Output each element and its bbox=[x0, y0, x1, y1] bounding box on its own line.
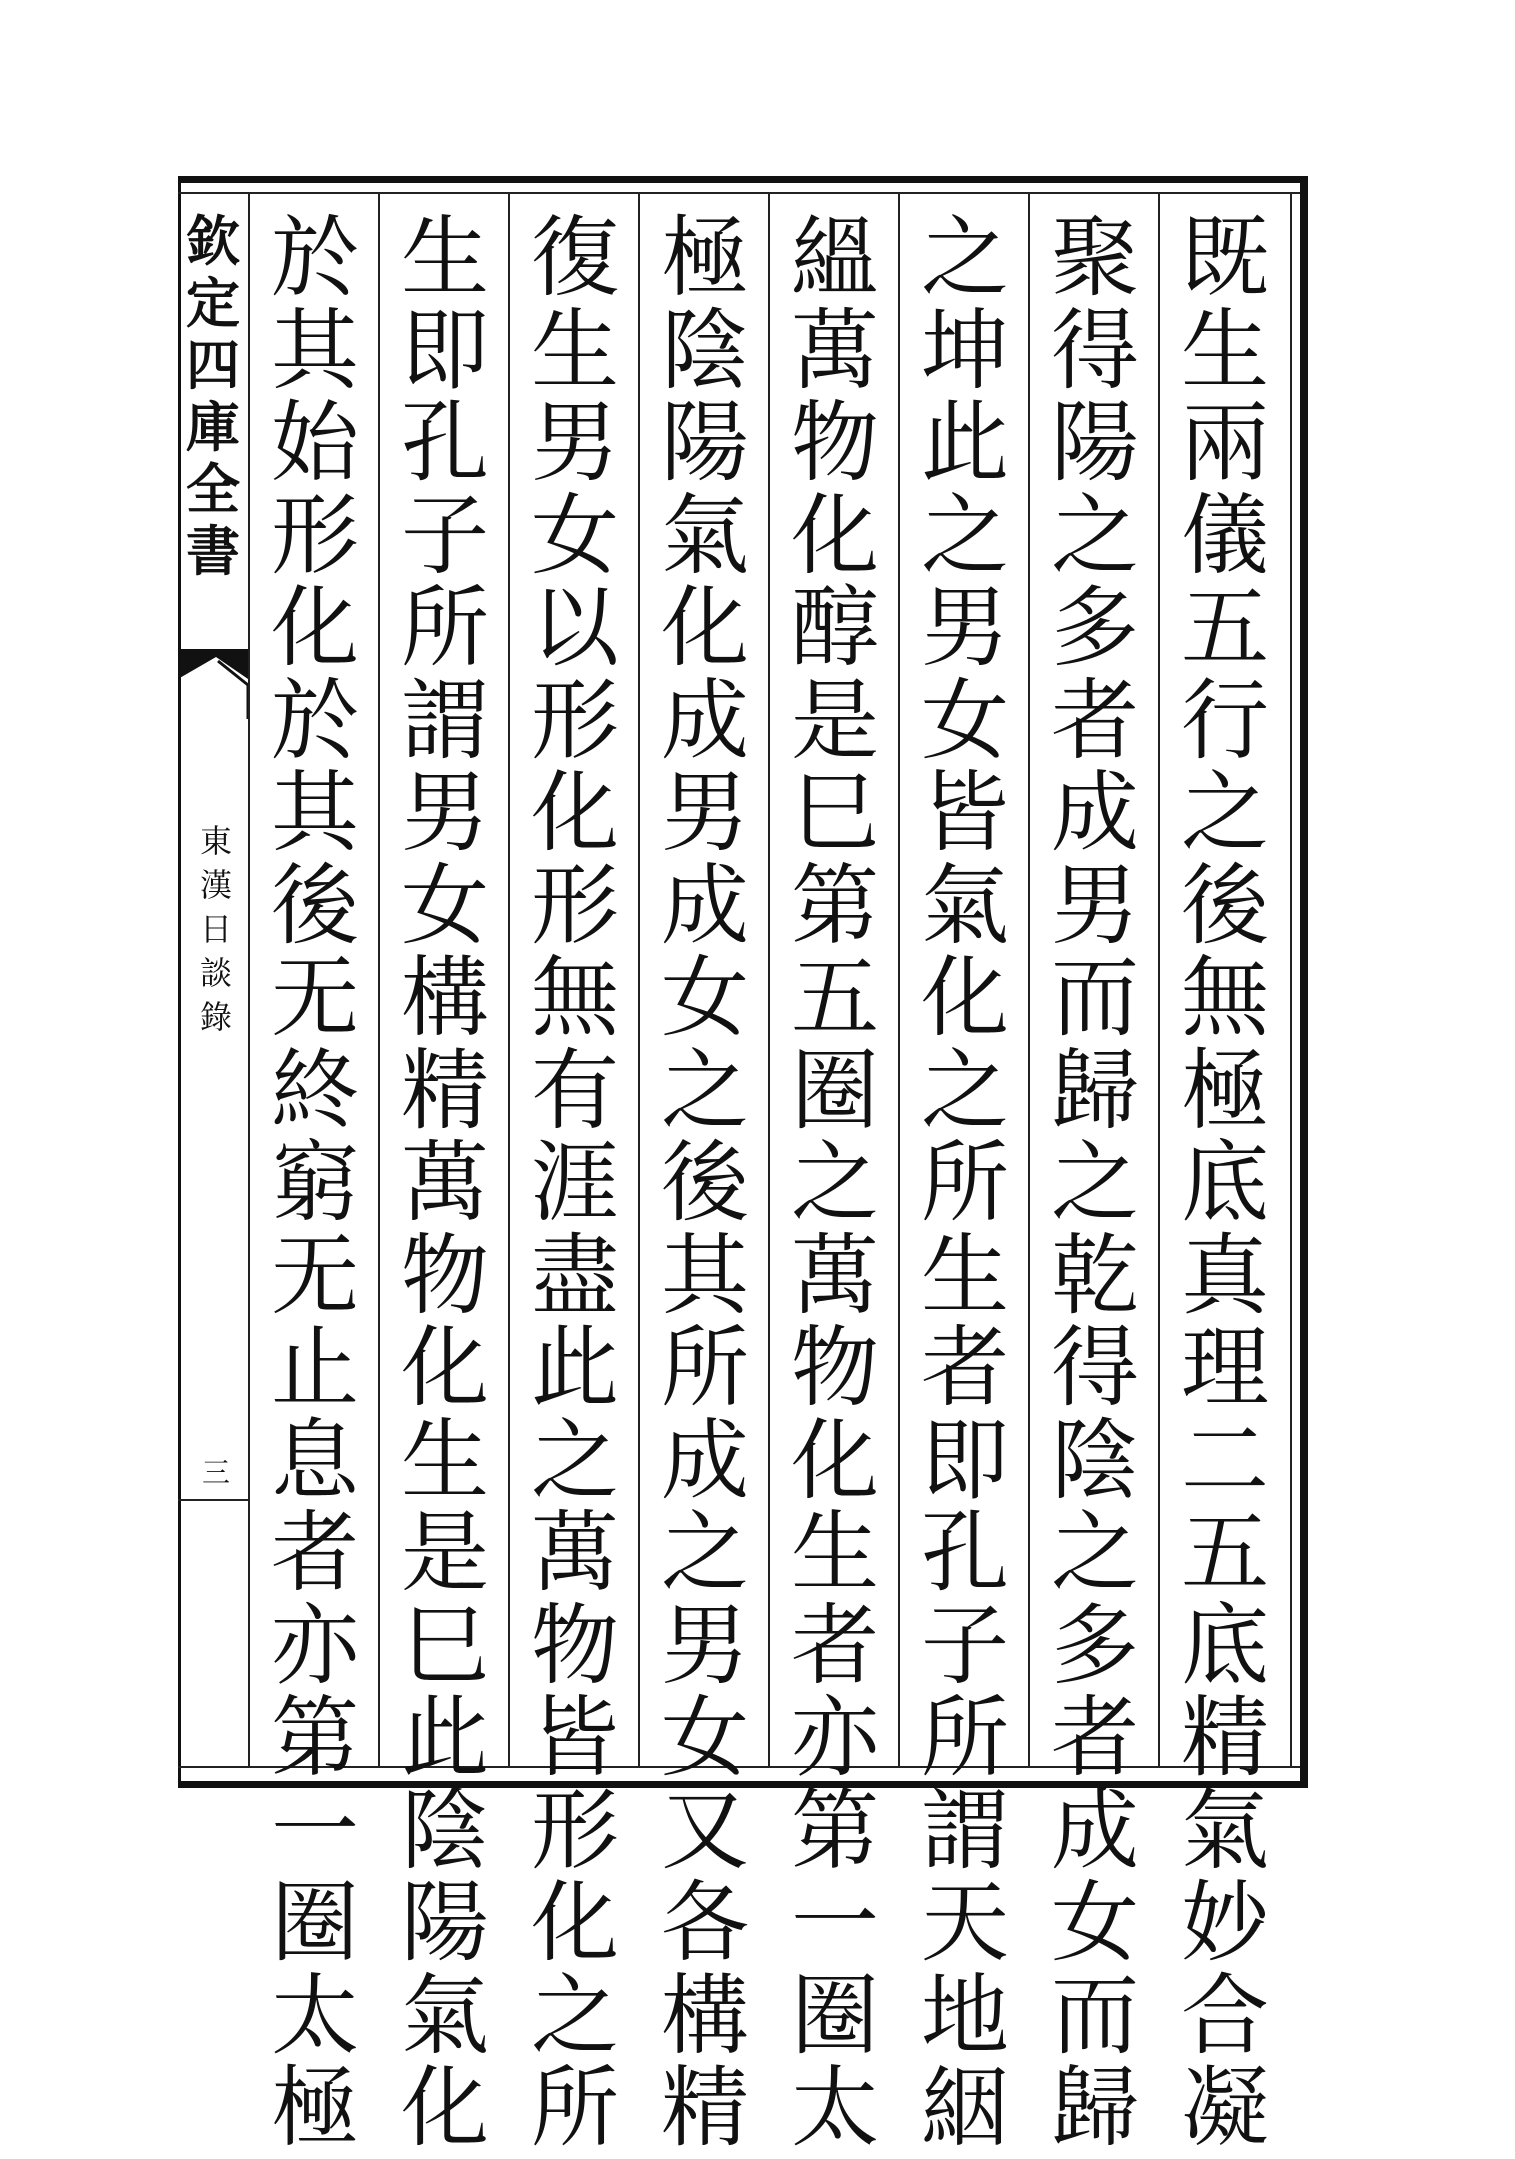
text-column-6 bbox=[511, 196, 639, 2159]
column-text: 復 生 男 女 以 形 化 形 無 有 涯 盡 此 之 萬 物 皆 形 化 之 所 bbox=[530, 206, 619, 2159]
text-column-2 bbox=[1031, 196, 1159, 2159]
book-title: 欽 定 四 庫 全 書 bbox=[186, 209, 240, 583]
column-text: 之 坤 此 之 男 女 皆 氣 化 之 所 生 者 即 孔 子 所 謂 天 地 絪 bbox=[920, 206, 1009, 2159]
text-column-1 bbox=[1161, 196, 1289, 2159]
text-column-8 bbox=[251, 196, 379, 2159]
book-subtitle: 東 漢 日 談 錄 bbox=[199, 822, 232, 1036]
inner-right-rule bbox=[1290, 192, 1292, 1768]
column-text: 既 生 兩 儀 五 行 之 後 無 極 底 真 理 二 五 底 精 氣 妙 合 凝 bbox=[1180, 206, 1269, 2159]
column-divider bbox=[248, 194, 250, 1766]
column-text: 縕 萬 物 化 醇 是 巳 第 五 圈 之 萬 物 化 生 者 亦 第 一 圈 太 bbox=[790, 206, 879, 2159]
column-text: 於 其 始 形 化 於 其 後 无 終 窮 无 止 息 者 亦 第 一 圈 太 極 bbox=[270, 206, 359, 2159]
text-column-5 bbox=[641, 196, 769, 2159]
margin-rule bbox=[178, 1499, 248, 1501]
page-number: 三 bbox=[201, 1456, 230, 1489]
text-column-4 bbox=[771, 196, 899, 2159]
fishtail-mark-icon bbox=[178, 649, 248, 719]
column-text: 極 陰 陽 氣 化 成 男 成 女 之 後 其 所 成 之 男 女 又 各 構 精 bbox=[660, 206, 749, 2159]
text-column-7 bbox=[381, 196, 509, 2159]
column-text: 聚 得 陽 之 多 者 成 男 而 歸 之 乾 得 陰 之 多 者 成 女 而 歸 bbox=[1050, 206, 1139, 2159]
text-column-3 bbox=[901, 196, 1029, 2159]
column-text: 生 即 孔 子 所 謂 男 女 構 精 萬 物 化 生 是 巳 此 陰 陽 氣 化 bbox=[400, 206, 489, 2159]
margin-strip bbox=[178, 194, 248, 1766]
inner-top-rule bbox=[178, 192, 1300, 194]
